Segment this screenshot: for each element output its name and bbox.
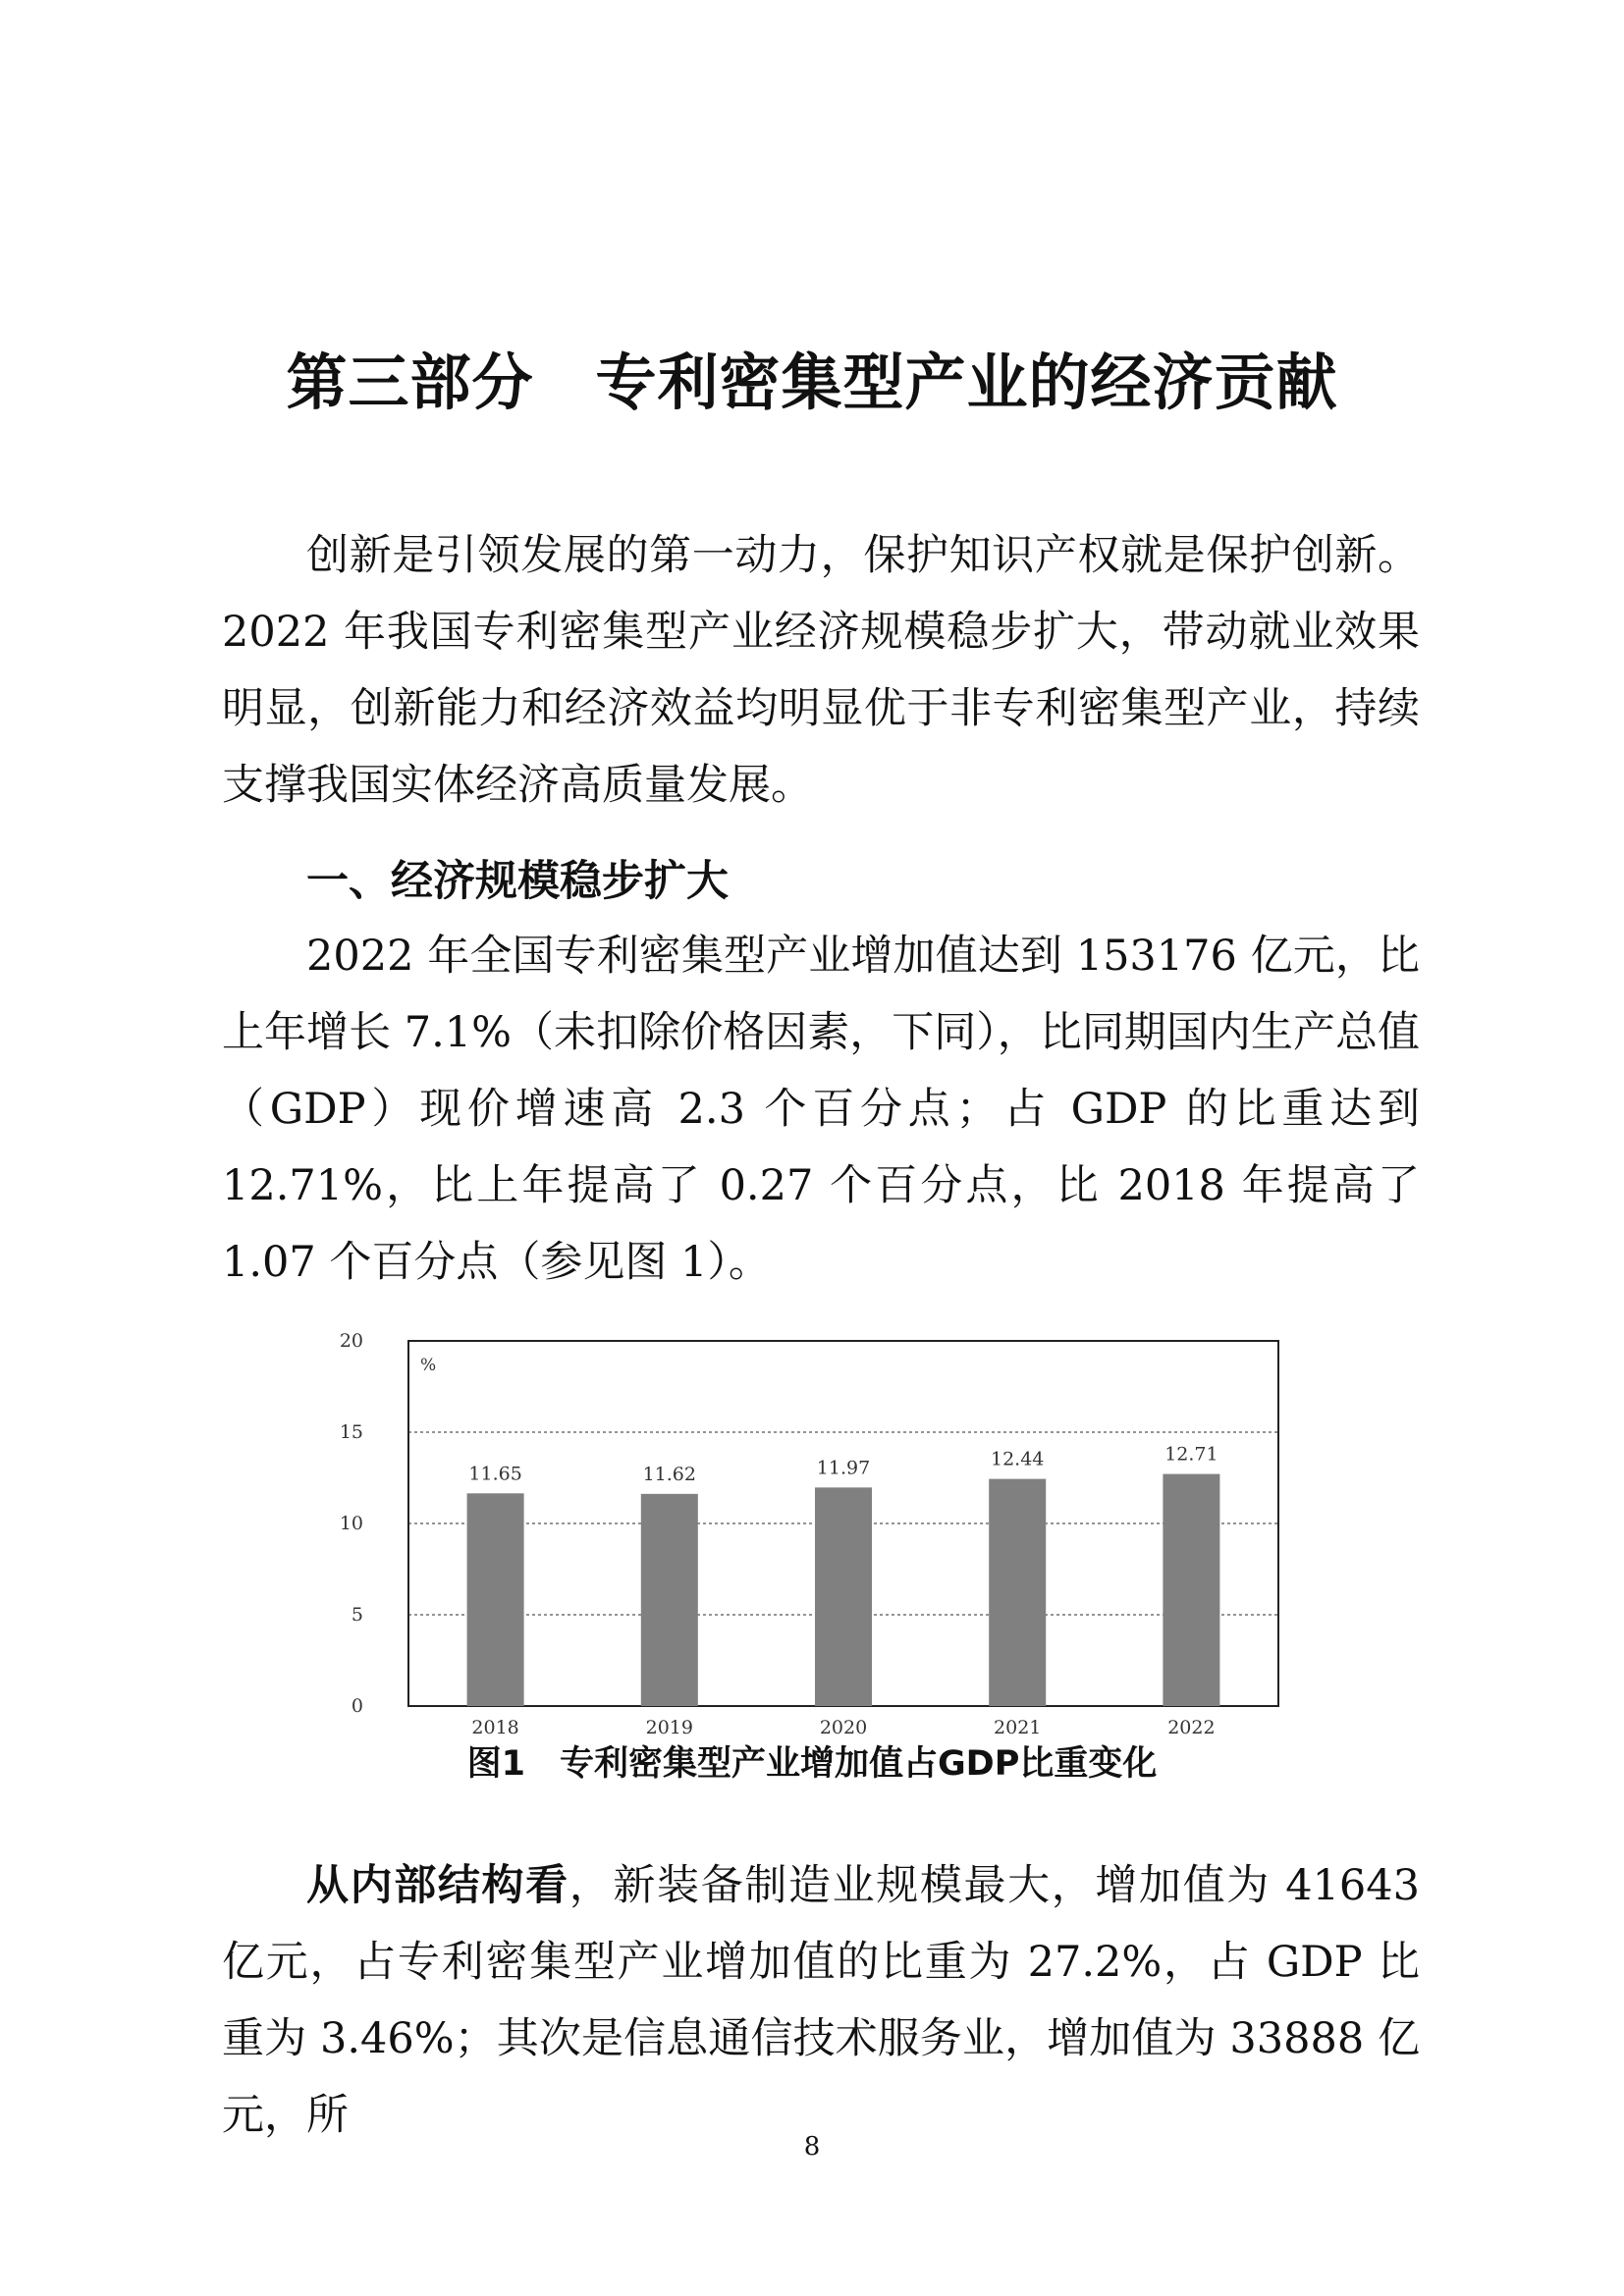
bar-2019 <box>641 1494 698 1706</box>
bar-2022 <box>1163 1474 1219 1706</box>
x-tick-label: 2021 <box>994 1717 1042 1737</box>
x-tick-label: 2019 <box>645 1717 693 1737</box>
structure-body: ，新装备制造业规模最大，增加值为 41643 亿元，占专利密集型产业增加值的比重为 27.2%，占 GDP 比重为 3.46%；其次是信息通信技术服务业，增加值为 33888 亿元，所 <box>222 1861 1420 2140</box>
y-tick-label: 15 <box>339 1421 363 1443</box>
x-tick-label: 2020 <box>819 1717 868 1737</box>
intro-paragraph: 创新是引领发展的第一动力，保护知识产权就是保护创新。2022 年我国专利密集型产业经济规模稳步扩大，带动就业效果明显，创新能力和经济效益均明显优于非专利密集型产业，持续支撑我国实体经济高质量发展。 <box>222 531 1420 810</box>
bar-2021 <box>989 1479 1046 1706</box>
y-tick-label: 10 <box>339 1513 363 1534</box>
x-tick-label: 2022 <box>1167 1717 1216 1737</box>
page-number: 8 <box>803 2132 821 2162</box>
bar-value-label: 12.44 <box>990 1448 1045 1470</box>
bar-chart <box>324 1315 1296 1737</box>
unit-label: % <box>420 1356 437 1375</box>
y-tick-label: 5 <box>351 1604 363 1626</box>
section-heading: 一、经济规模稳步扩大 <box>306 857 729 906</box>
bar-value-label: 11.65 <box>468 1463 522 1485</box>
bar-value-label: 11.97 <box>816 1457 871 1479</box>
page-title: 第三部分 专利密集型产业的经济贡献 <box>286 347 1338 418</box>
x-tick-label: 2018 <box>471 1717 519 1737</box>
structure-paragraph <box>222 1847 1420 2154</box>
y-tick-label: 20 <box>339 1330 363 1352</box>
bar-2018 <box>467 1493 524 1706</box>
structure-lead: 从内部结构看 <box>306 1861 569 1910</box>
y-tick-label: 0 <box>351 1695 363 1717</box>
bar-value-label: 12.71 <box>1164 1443 1218 1466</box>
bar-value-label: 11.62 <box>642 1463 697 1485</box>
figure-caption: 图1 专利密集型产业增加值占GDP比重变化 <box>466 1744 1158 1784</box>
scale-paragraph: 2022 年全国专利密集型产业增加值达到 153176 亿元，比上年增长 7.1%（未扣除价格因素，下同），比同期国内生产总值（GDP）现价增速高 2.3 个百分点；占 GDP 的比重达到 12.71%，比上年提高了 0.27 个百分点，比 2018 年提高了 1.07 个百分点（参见图 1）。 <box>222 932 1420 1287</box>
bar-2020 <box>815 1487 872 1706</box>
